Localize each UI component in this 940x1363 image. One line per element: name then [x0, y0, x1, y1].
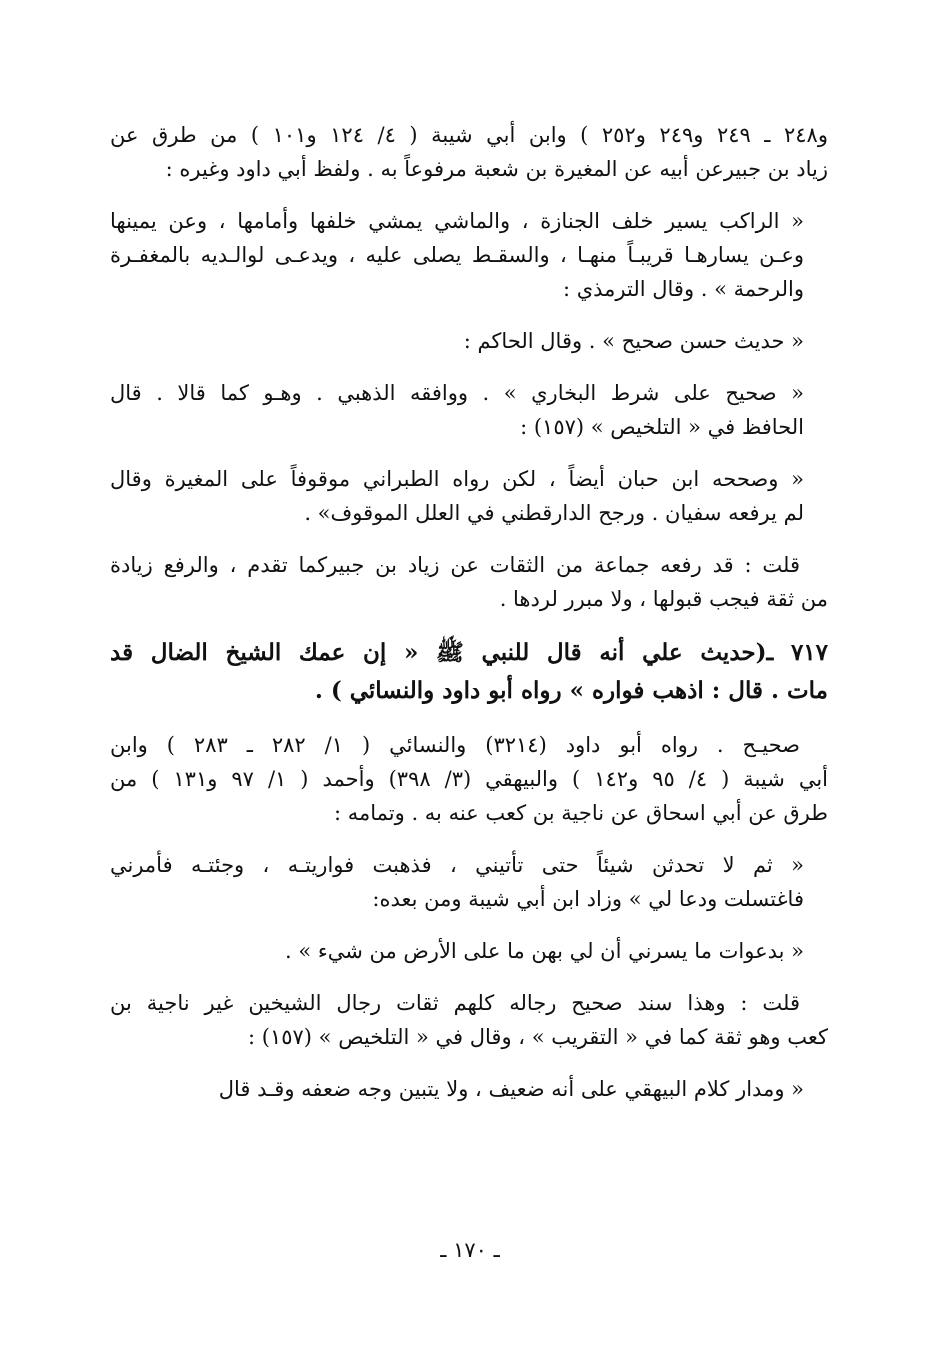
- quoted-paragraph: [110, 462, 828, 530]
- text-line: و٢٤٨ ـ ٢٤٩ و٢٤٩ و٢٥٢ ) وابن أبي شيبة ( ٤/ ١٢٤ و١٠١ ) من طرق عن: [110, 123, 828, 147]
- quoted-paragraph: [110, 204, 828, 306]
- text-line: أبي شيبة ( ٤/ ٩٥ و١٤٢ ) والبيهقي (٣/ ٣٩٨) وأحمد ( ١/ ٩٧ و١٣١ ) من: [110, 767, 828, 791]
- text-line: لم يرفعه سفيان . ورجح الدارقطني في العلل الموقوف» .: [304, 501, 804, 525]
- page-body: [110, 118, 828, 1124]
- quoted-paragraph: [110, 324, 828, 358]
- text-line: من ثقة فيجب قبولها ، ولا مبرر لردها .: [499, 587, 828, 611]
- text-line: مات . قال : اذهب فواره » رواه أبو داود والنسائي ) .: [314, 677, 828, 704]
- quoted-paragraph: [110, 848, 828, 916]
- text-line: « ومدار كلام البيهقي على أنه ضعيف ، ولا يتبين وجه ضعفه وقـد قال: [218, 1077, 804, 1101]
- text-line: صحيـح . رواه أبو داود (٣٢١٤) والنسائي ( ١/ ٢٨٢ ـ ٢٨٣ ) وابن: [110, 733, 800, 757]
- text-paragraph: [110, 986, 828, 1054]
- text-line: « وصححه ابن حبان أيضاً ، لكن رواه الطبراني موقوفاً على المغيرة وقال: [110, 467, 804, 491]
- text-line: كعب وهو ثقة كما في « التقريب » ، وقال في « التلخيص » (١٥٧) :: [248, 1025, 828, 1049]
- text-line: فاغتسلت ودعا لي » وزاد ابن أبي شيبة ومن بعده:: [372, 887, 804, 911]
- quoted-paragraph: [110, 1072, 828, 1106]
- text-paragraph: [110, 728, 828, 830]
- text-line: قلت : قد رفعه جماعة من الثقات عن زياد بن جبيركما تقدم ، والرفع زيادة: [110, 553, 800, 577]
- text-line: « بدعوات ما يسرني أن لي بهن ما على الأرض من شيء » .: [284, 939, 804, 963]
- quoted-paragraph: [110, 376, 828, 444]
- page-number: ـ ١٧٠ ـ: [440, 1238, 500, 1262]
- quoted-paragraph: [110, 934, 828, 968]
- text-line: قلت : وهذا سند صحيح رجاله كلهم ثقات رجال الشيخين غير ناجية بن: [110, 991, 800, 1015]
- text-line: طرق عن أبي اسحاق عن ناجية بن كعب عنه به . وتمامه :: [333, 801, 828, 825]
- text-line: « حديث حسن صحيح » . وقال الحاكم :: [463, 329, 804, 353]
- text-paragraph: [110, 118, 828, 186]
- text-line: الحافظ في « التلخيص » (١٥٧) :: [520, 415, 804, 439]
- text-line: « صحيح على شرط البخاري » . ووافقه الذهبي . وهـو كما قالا . قال: [110, 381, 804, 405]
- text-paragraph: [110, 548, 828, 616]
- text-line: والرحمة » . وقال الترمذي :: [562, 277, 804, 301]
- text-line: وعـن يسارهـا قريبـاً منهـا ، والسقـط يصلى عليه ، ويدعـى لوالـديه بالمغفـرة: [110, 243, 804, 267]
- text-line: « الراكب يسير خلف الجنازة ، والماشي يمشي خلفها وأمامها ، وعن يمينها: [110, 209, 804, 233]
- text-line: ٧١٧ ـ(حديث علي أنه قال للنبي ﷺ « إن عمك الشيخ الضال قد: [110, 639, 828, 666]
- text-line: « ثم لا تحدثن شيئاً حتى تأتيني ، فذهبت فواريتـه ، وجئتـه فأمرني: [110, 853, 804, 877]
- hadith-heading: [110, 634, 828, 710]
- text-line: زياد بن جبيرعن أبيه عن المغيرة بن شعبة مرفوعاً به . ولفظ أبي داود وغيره :: [165, 157, 828, 181]
